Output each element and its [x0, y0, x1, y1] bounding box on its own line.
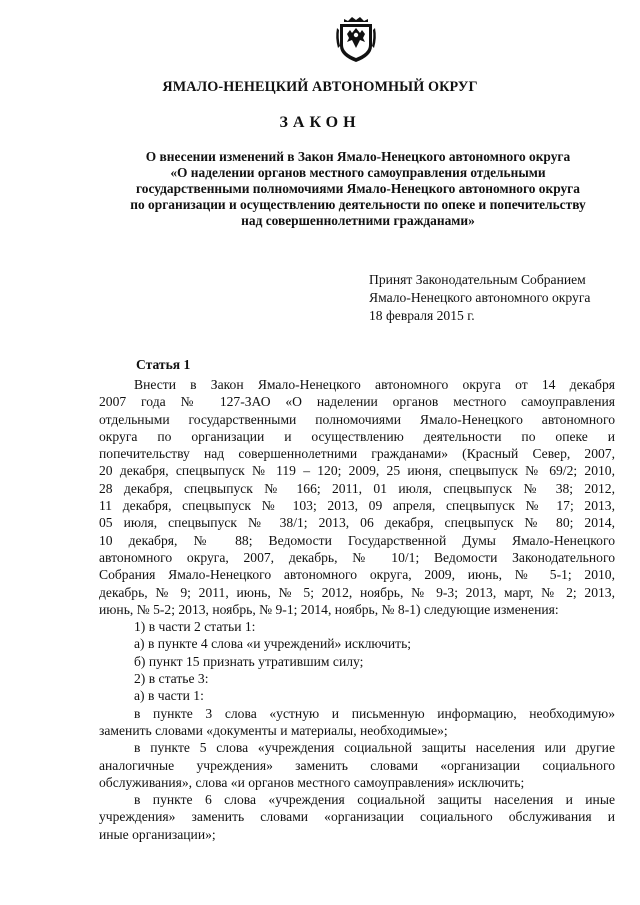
adoption-block [369, 271, 590, 325]
body-line: учреждения» заменить словами «организации социального обслуживания и [99, 809, 615, 825]
body-line: декабрь, № 9; 2011, июнь, № 5; 2012, ноябрь, № 9-3; 2013, март, № 2; 2013, [99, 584, 615, 600]
coat-of-arms-emblem [334, 8, 378, 64]
body-line: заменить словами «документы и материалы, необходимые»; [99, 722, 448, 738]
list-item: а) в пункте 4 слова «и учреждений» исключить; [134, 636, 412, 652]
article-body [99, 376, 615, 843]
body-line: в пункте 6 слова «учреждения социальной защиты населения и иные [134, 792, 615, 808]
body-line: иные организации»; [99, 826, 216, 842]
body-line: июнь, № 5-2; 2013, ноябрь, № 9-1; 2014, ноябрь, № 8-1) следующие изменения: [99, 601, 559, 617]
title-line: над совершеннолетними гражданами» [241, 213, 475, 228]
list-item: 1) в части 2 статьи 1: [134, 619, 256, 635]
body-line: Собрания Ямало-Ненецкого автономного округа, 2009, июнь, № 5-1; 2010, [99, 567, 615, 583]
body-line: Внести в Закон Ямало-Ненецкого автономного округа от 14 декабря [134, 377, 615, 392]
list-item: а) в части 1: [134, 688, 204, 704]
list-item: б) пункт 15 признать утратившим силу; [134, 653, 364, 669]
title-line: по организации и осуществлению деятельности по опеке и попечительству [130, 197, 586, 212]
body-line: отдельными государственными полномочиями Ямало-Ненецкого автономного [99, 411, 615, 427]
adoption-line: Принят Законодательным Собранием [369, 272, 586, 287]
body-line: 28 декабря, спецвыпуск № 166; 2011, 01 июля, спецвыпуск № 38; 2012, [99, 480, 615, 496]
title-line: О внесении изменений в Закон Ямало-Ненецкого автономного округа [145, 149, 571, 164]
adoption-line: Ямало-Ненецкого автономного округа [369, 290, 591, 305]
body-line: 05 июля, спецвыпуск № 38/1; 2013, 06 декабря, спецвыпуск № 80; 2014, [99, 515, 615, 531]
region-heading: ЯМАЛО-НЕНЕЦКИЙ АВТОНОМНЫЙ ОКРУГ [162, 79, 478, 95]
title-line: «О наделении органов местного самоуправления отдельными [170, 165, 546, 180]
list-item: 2) в статье 3: [134, 671, 209, 687]
body-line: аналогичные учреждения» заменить словами «организации социального [99, 757, 615, 773]
body-line: попечительству над совершеннолетними гражданами» (Красный Север, 2007, [99, 446, 615, 462]
body-line: 20 декабря, спецвыпуск № 119 – 120; 2009, 25 июня, спецвыпуск № 69/2; 2010, [99, 463, 615, 479]
body-line: в пункте 5 слова «учреждения социальной защиты населения или другие [134, 740, 615, 756]
body-line: 11 декабря, спецвыпуск № 103; 2013, 09 апреля, спецвыпуск № 17; 2013, [99, 498, 615, 514]
law-title [98, 149, 618, 229]
body-line: автономного округа, 2007, декабрь, № 10/1; Ведомости Законодательного [99, 549, 615, 565]
body-line: 10 декабря, № 88; Ведомости Государственной Думы Ямало-Ненецкого [99, 532, 615, 548]
article-heading: Статья 1 [136, 357, 191, 372]
title-line: государственными полномочиями Ямало-Ненецкого автономного округа [136, 181, 580, 196]
body-line: в пункте 3 слова «устную и письменную информацию, необходимую» [134, 705, 615, 721]
body-line: округа по организации и осуществлению деятельности по опеке и [99, 428, 615, 444]
body-line: обслуживания», слова «и органов местного самоуправления» исключить; [99, 774, 525, 790]
body-line: 2007 года № 127-ЗАО «О наделении органов местного самоуправления [99, 394, 615, 410]
document-type-heading: ЗАКОН [279, 114, 361, 131]
adoption-date: 18 февраля 2015 г. [369, 308, 475, 323]
